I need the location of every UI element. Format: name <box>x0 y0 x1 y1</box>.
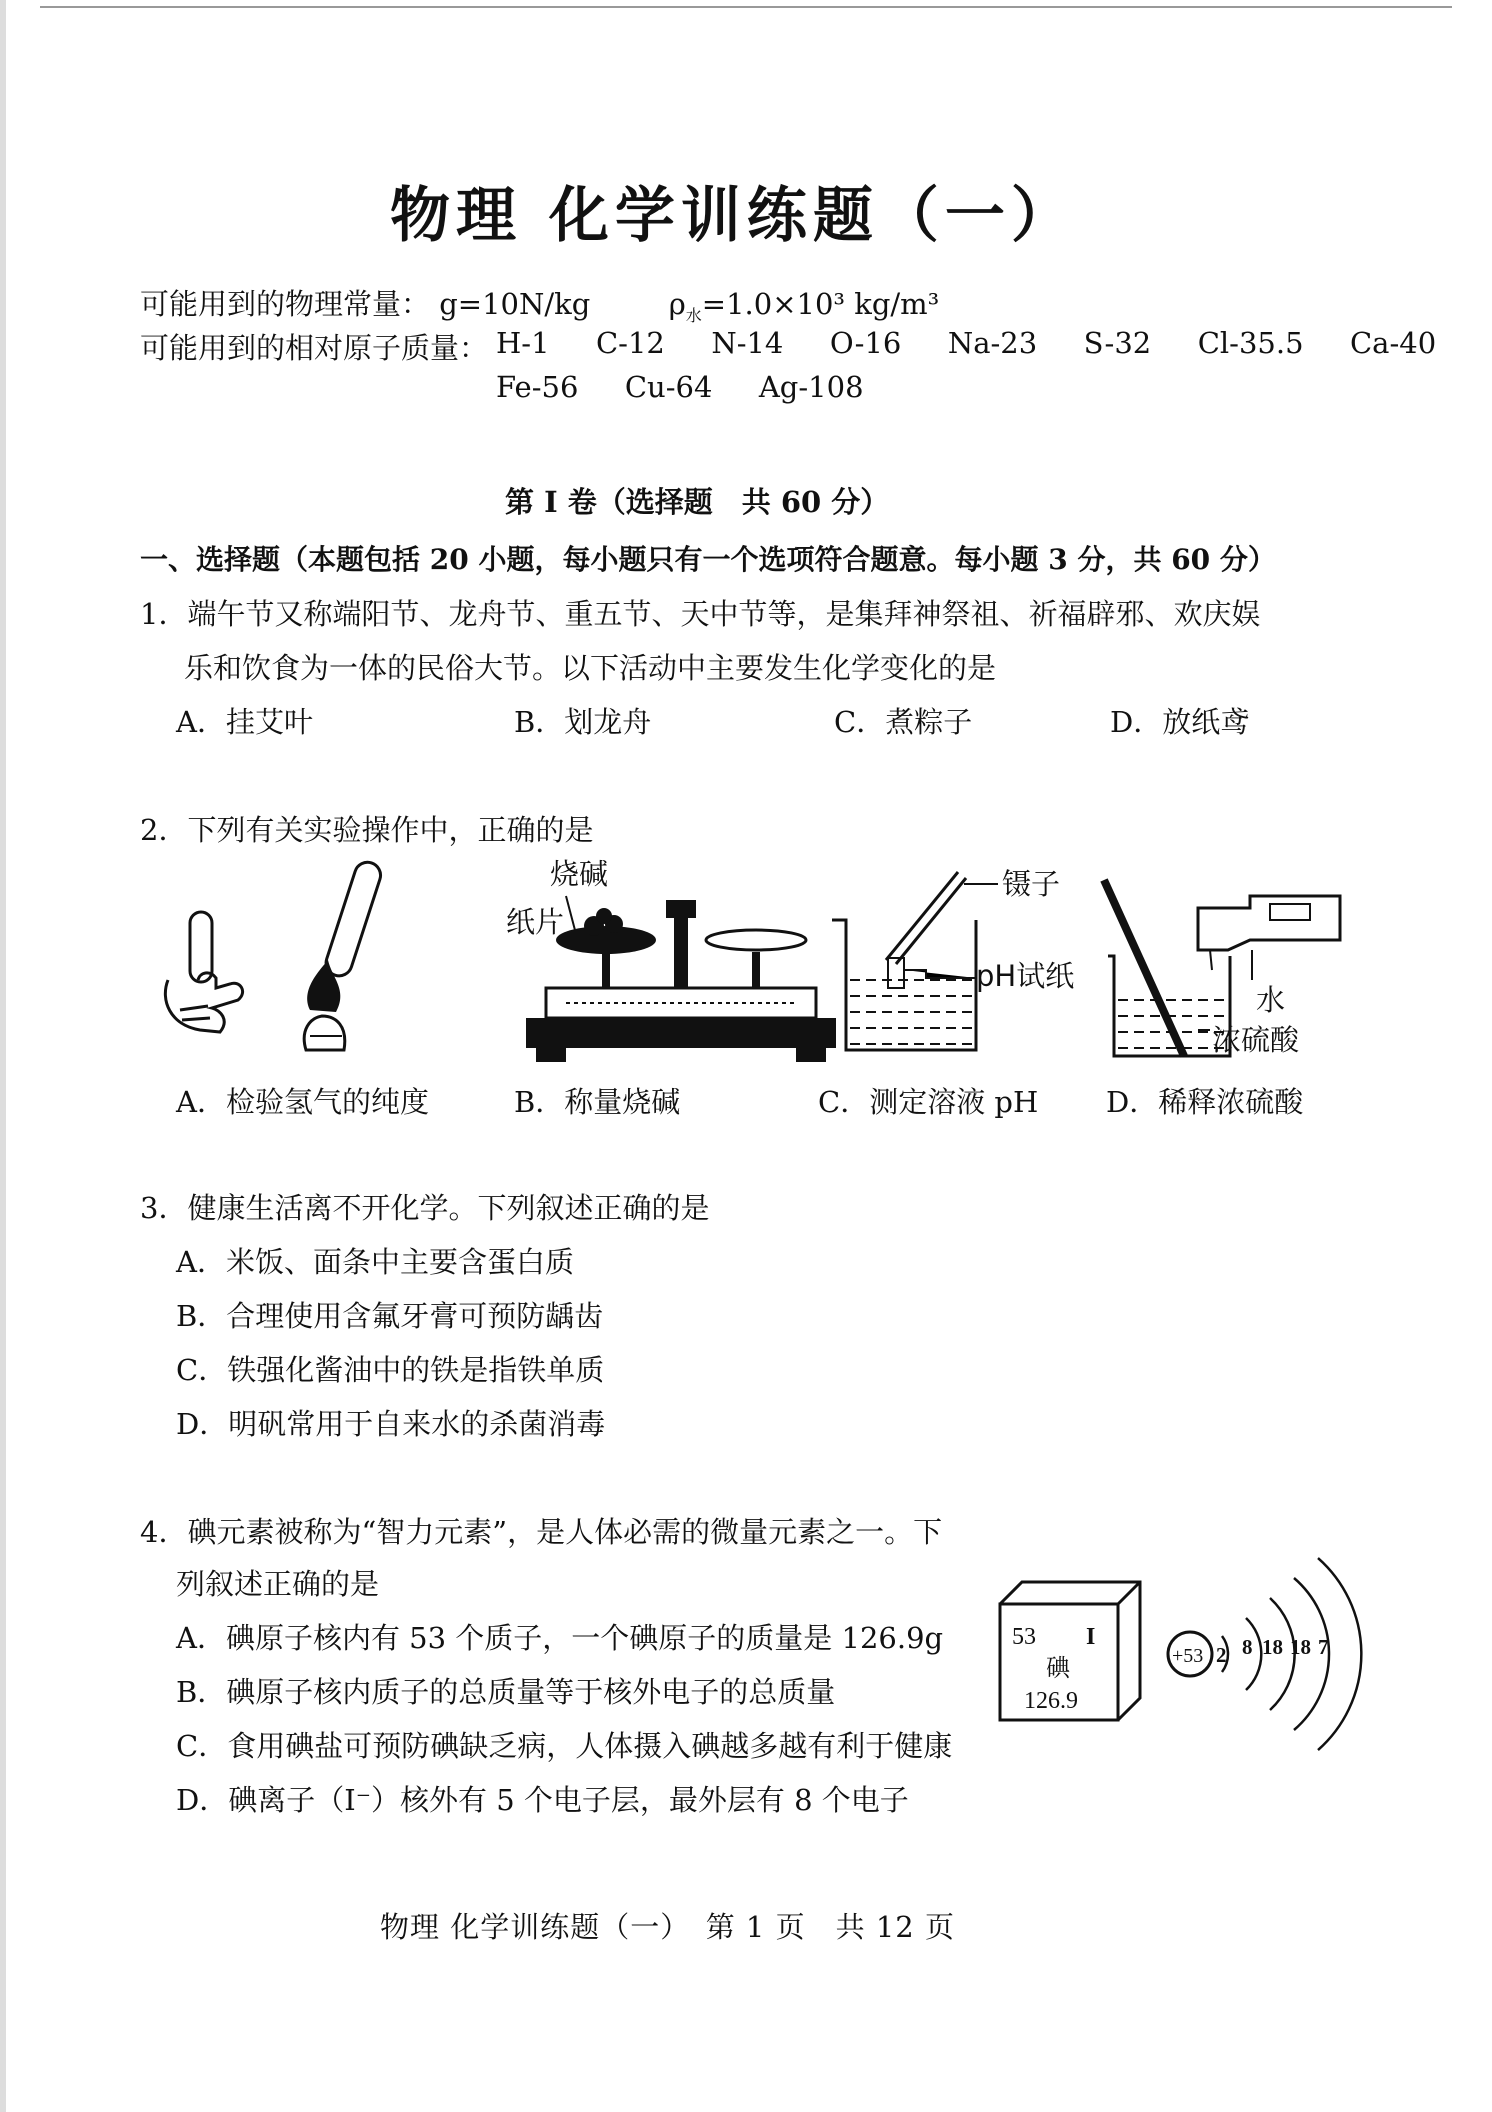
atomic-mass-label: 可能用到的相对原子质量： <box>140 331 489 365</box>
page-title: 物理 化学训练题（一） <box>390 181 1077 251</box>
figure-c-measure-ph <box>826 860 1086 1060</box>
q3-option-a: A．米饭、面条中主要含蛋白质 <box>176 1245 574 1279</box>
page-footer: 物理 化学训练题（一） 第 1 页 共 12 页 <box>380 1910 955 1944</box>
shell-electron-count: 18 <box>1262 1635 1283 1659</box>
question-number: 1． <box>140 597 188 631</box>
iodine-element-card <box>990 1576 1150 1736</box>
question-1-stem-line-1 <box>140 592 1260 633</box>
atomic-mass-item: S-32 <box>1083 326 1152 360</box>
atomic-mass-item: Ca-40 <box>1349 326 1437 360</box>
atomic-mass-item: O-16 <box>829 326 902 360</box>
question-3-stem <box>140 1186 709 1227</box>
atomic-mass-item: Cl-35.5 <box>1197 326 1304 360</box>
element-name: 碘 <box>1046 1654 1070 1682</box>
q4-option-a: A．碘原子核内有 53 个质子，一个碘原子的质量是 126.9g <box>176 1621 944 1655</box>
gravity-constant: g=10N/kg <box>439 287 591 321</box>
q2-option-a: A．检验氢气的纯度 <box>176 1085 429 1119</box>
question-text: 端午节又称端阳节、龙舟节、重五节、天中节等，是集拜神祭祖、祈福辟邪、欢庆娱 <box>187 597 1261 631</box>
scan-top-border <box>40 6 1452 8</box>
q1-option-c: C．煮粽子 <box>834 705 973 739</box>
q3-option-b: B．合理使用含氟牙膏可预防龋齿 <box>176 1299 604 1333</box>
test-tube-icon <box>323 859 384 979</box>
alcohol-lamp-flame-icon <box>304 960 345 1050</box>
atomic-mass-item: C-12 <box>595 326 665 360</box>
figure-b-weighing-naoh <box>506 857 836 1070</box>
q4-option-d: D．碘离子（I⁻）核外有 5 个电子层，最外层有 8 个电子 <box>176 1783 909 1817</box>
physics-constants-label: 可能用到的物理常量： <box>140 287 431 321</box>
atomic-mass-item: N-14 <box>711 326 784 360</box>
scan-left-edge <box>0 0 6 2112</box>
label-tweezers: 镊子 <box>1002 867 1061 901</box>
water-density-symbol: ρ <box>668 287 686 321</box>
atomic-mass: 126.9 <box>1024 1688 1078 1714</box>
q4-option-b: B．碘原子核内质子的总质量等于核外电子的总质量 <box>176 1675 836 1709</box>
question-4-stem-line-1 <box>140 1510 942 1551</box>
q4-option-c: C．食用碘盐可预防碘缺乏病，人体摄入碘越多越有利于健康 <box>176 1729 953 1763</box>
iodine-atom-structure-diagram <box>1160 1540 1380 1770</box>
shell-electron-count: 8 <box>1242 1635 1253 1659</box>
q3-option-d: D．明矾常用于自来水的杀菌消毒 <box>176 1407 606 1441</box>
label-ph-paper: pH试纸 <box>976 959 1075 993</box>
shell-electron-count: 7 <box>1318 1635 1329 1659</box>
label-caustic-soda: 烧碱 <box>550 857 609 891</box>
reagent-bottle-icon <box>1198 896 1340 970</box>
atomic-mass-item: Cu-64 <box>624 370 713 404</box>
shell-electron-count: 2 <box>1216 1643 1227 1667</box>
question-text: 下列有关实验操作中，正确的是 <box>187 813 594 847</box>
label-water: 水 <box>1256 983 1286 1017</box>
atomic-mass-item: Ag-108 <box>758 370 864 404</box>
atomic-number: 53 <box>1012 1624 1036 1650</box>
question-number: 2． <box>140 813 188 847</box>
atomic-mass-item: H-1 <box>496 326 550 360</box>
label-conc-sulfuric-acid: 浓硫酸 <box>1212 1023 1300 1057</box>
q1-option-a: A．挂艾叶 <box>176 705 313 739</box>
q3-option-c: C．铁强化酱油中的铁是指铁单质 <box>176 1353 605 1387</box>
q2-option-c: C．测定溶液 pH <box>818 1085 1039 1119</box>
q1-option-b: B．划龙舟 <box>514 705 652 739</box>
question-number: 4． <box>140 1515 188 1549</box>
water-density-subscript: 水 <box>685 305 702 325</box>
q2-option-d: D．稀释浓硫酸 <box>1106 1085 1304 1119</box>
nucleus-charge: +53 <box>1172 1645 1204 1667</box>
atomic-mass-line-1 <box>496 326 1436 360</box>
q2-option-b: B．称量烧碱 <box>514 1085 681 1119</box>
question-4-stem-line-2: 列叙述正确的是 <box>176 1567 380 1601</box>
glass-rod-icon <box>1104 880 1184 1056</box>
physics-constants-line <box>140 282 939 326</box>
atomic-mass-line-2 <box>496 370 864 404</box>
question-1-stem-line-2: 乐和饮食为一体的民俗大节。以下活动中主要发生化学变化的是 <box>184 651 997 685</box>
section-heading: 第 I 卷（选择题 共 60 分） <box>505 485 890 519</box>
atomic-mass-item: Na-23 <box>947 326 1038 360</box>
question-text: 碘元素被称为“智力元素”，是人体必需的微量元素之一。下 <box>187 1515 943 1549</box>
element-symbol: I <box>1086 1624 1096 1650</box>
question-text: 健康生活离不开化学。下列叙述正确的是 <box>187 1191 710 1225</box>
question-number: 3． <box>140 1191 188 1225</box>
label-paper-piece: 纸片 <box>506 905 565 939</box>
question-2-stem <box>140 808 593 849</box>
hand-with-test-tube-icon <box>165 912 242 1032</box>
water-density-value: =1.0×10³ kg/m³ <box>701 287 940 321</box>
atomic-mass-item: Fe-56 <box>496 370 579 404</box>
balance-scale-icon <box>526 896 836 1062</box>
shell-electron-count: 18 <box>1290 1635 1311 1659</box>
part-heading: 一、选择题（本题包括 20 小题，每小题只有一个选项符合题意。每小题 3 分，共 60 分） <box>140 543 1276 576</box>
q1-option-d: D．放纸鸢 <box>1110 705 1250 739</box>
figure-d-dilute-acid <box>1100 860 1360 1070</box>
figure-a-hydrogen-purity <box>160 860 400 1060</box>
